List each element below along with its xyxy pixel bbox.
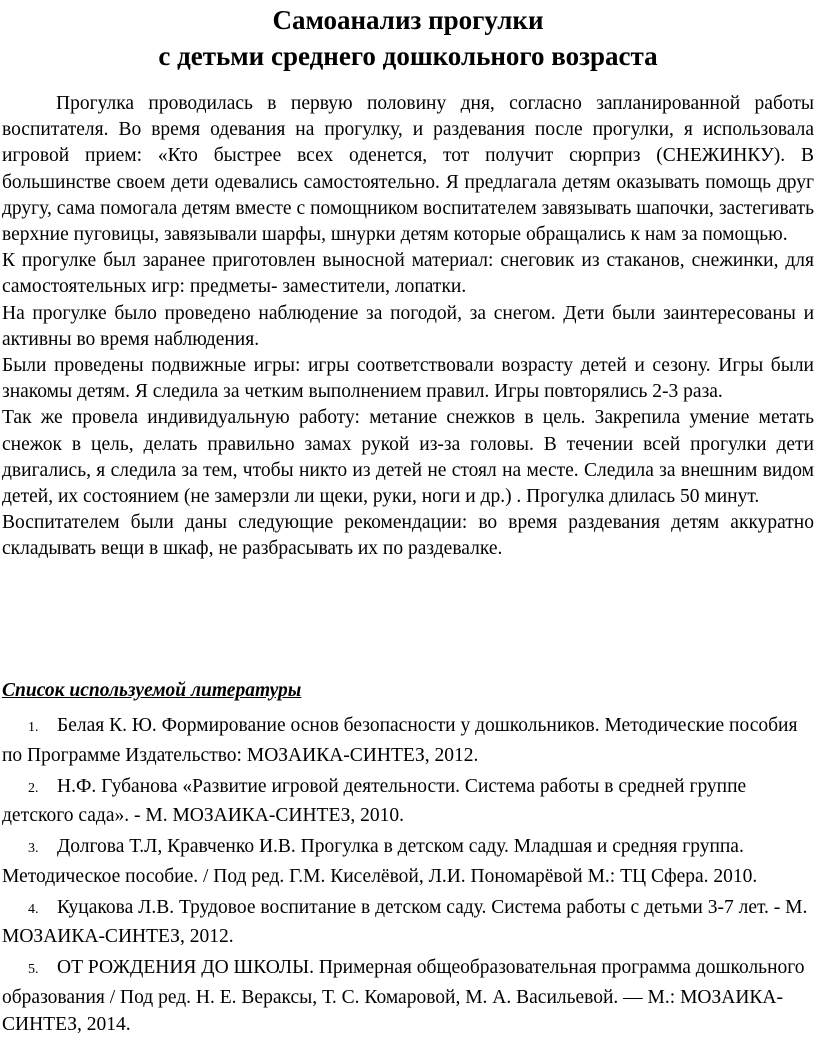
list-item-number: 1. (28, 720, 39, 735)
list-item (2, 954, 814, 1039)
list-item (2, 833, 814, 890)
list-item-number: 2. (28, 780, 39, 796)
paragraph-material: К прогулке был заранее приготовлен выносной материал: снеговик из стаканов, снежинки, для самостоятельных игр: предметы- заместители, лопатки. (2, 250, 814, 298)
list-item-text: Н.Ф. Губанова «Развитие игровой деятельности. Система работы в средней группе детского сада». - М. МОЗАИКА-СИНТЕЗ, 2010. (2, 775, 747, 826)
references-list (2, 712, 814, 1042)
paragraph-recommendations: Воспитателем были даны следующие рекомендации: во время раздевания детям аккуратно складывать вещи в шкаф, не разбрасывать их по раздевалке. (2, 512, 814, 560)
list-item-text: Белая К. Ю. Формирование основ безопасности у дошкольников. Методические пособия по Программе Издательство: МОЗАИКА-СИНТЕЗ, 2012. (2, 715, 798, 766)
list-item-number: 3. (28, 841, 39, 856)
list-item-text: Куцакова Л.В. Трудовое воспитание в детском саду. Система работы с детьми 3-7 лет. - М. МОЗАИКА-СИНТЕЗ, 2012. (2, 896, 808, 947)
paragraph-observation: На прогулке было проведено наблюдение за погодой, за снегом. Дети были заинтересованы и активны во время наблюдения. (2, 302, 814, 350)
list-item (2, 894, 814, 951)
list-item (2, 712, 814, 769)
list-item-text: ОТ РОЖДЕНИЯ ДО ШКОЛЫ. Примерная общеобразовательная программа дошкольного образования / Под ред. Н. Е. Вераксы, Т. С. Комаровой, М. А. Васильевой. — М.: МОЗАИКА-СИНТЕЗ, 2014. (2, 957, 805, 1035)
list-item-text: Долгова Т.Л, Кравченко И.В. Прогулка в детском саду. Младшая и средняя группа. Методическое пособие. / Под ред. Г.М. Киселёвой, Л.И. Пономарёвой М.: ТЦ Сфера. 2010. (2, 836, 758, 887)
body-text (2, 91, 814, 563)
paragraph-intro: Прогулка проводилась в первую половину дня, согласно запланированной работы воспитателя. Во время одевания на прогулку, и раздевания после прогулки, я использовала игровой прием: «Кто быстрее всех оденется, тот получит сюрприз (СНЕЖИНКУ). В большинстве своем дети одевались самостоятельно. Я предлагала детям оказывать помощь друг другу, сама помогала детям вместе с помощником воспитателем завязывать шапочки, застегивать верхние пуговицы, завязывали шарфы, шнурки детям которые обращались к нам за помощью. (2, 93, 814, 246)
paragraph-individual-work: Так же провела индивидуальную работу: метание снежков в цель. Закрепила умение метать снежок в цель, делать правильно замах рукой из-за головы. В течении всей прогулки дети двигались, я следила за тем, чтобы никто из детей не стоял на месте. Следила за внешним видом детей, их состоянием (не замерзли ли щеки, руки, ноги и др.) . Прогулка длилась 50 минут. (2, 407, 814, 508)
references-heading: Список используемой литературы (2, 680, 302, 701)
list-item-number: 5. (28, 962, 39, 977)
list-item-number: 4. (28, 901, 39, 917)
title-line-1: Самоанализ прогулки (272, 5, 544, 35)
page-title (0, 2, 816, 74)
list-item (2, 773, 814, 830)
title-line-2: с детьми среднего дошкольного возраста (158, 41, 658, 71)
paragraph-games: Были проведены подвижные игры: игры соответствовали возрасту детей и сезону. Игры были знакомы детям. Я следила за четким выполнением правил. Игры повторялись 2-3 раза. (2, 355, 814, 403)
